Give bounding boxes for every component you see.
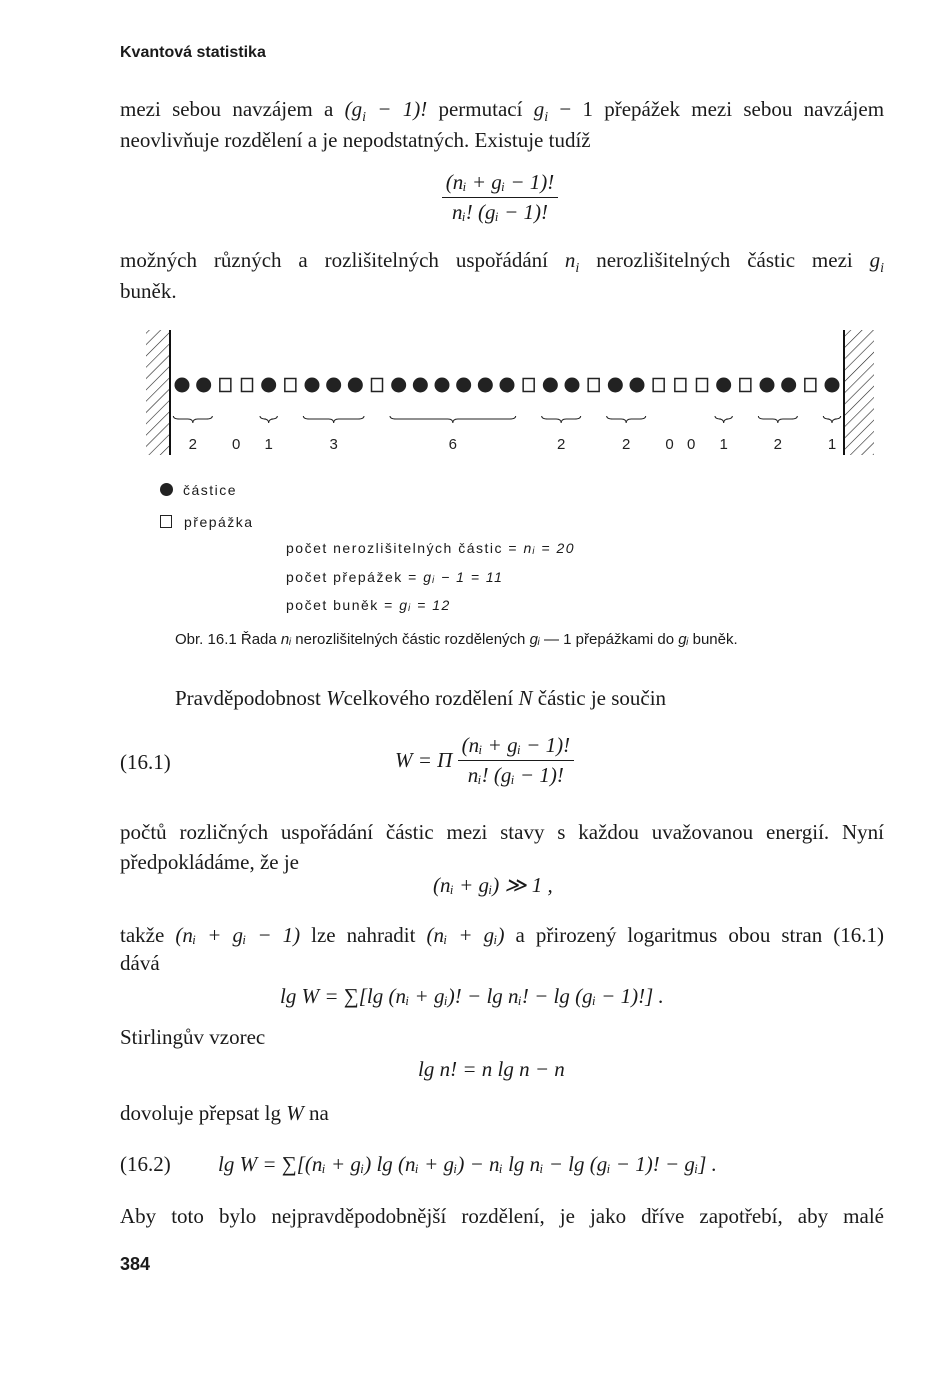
- partition-box: [805, 379, 816, 392]
- cell-count-label: 2: [556, 436, 566, 453]
- equation-16-2: lg W = ∑[(nᵢ + gᵢ) lg (nᵢ + gᵢ) − nᵢ lg nᵢ − lg (gᵢ − 1)! − gᵢ] .: [218, 1152, 717, 1176]
- paragraph-3: Pravděpodobnost Wcelkového rozdělení N částic je součin: [175, 686, 667, 710]
- partition-box: [740, 379, 751, 392]
- math-inline: $(g_i - 1)$!: [344, 97, 428, 126]
- cell-count-label: 1: [719, 436, 728, 453]
- partition-box: [372, 379, 383, 392]
- fraction-arrangements: $\frac{\text{(nᵢ + gᵢ − 1)!}}{\text{nᵢ! (gᵢ − 1)!}}$: [420, 170, 580, 225]
- equation-lg-w: lg W = ∑[lg (nᵢ + gᵢ)! − lg nᵢ! − lg (gᵢ − 1)!] .: [280, 984, 664, 1008]
- cell-brace: [390, 416, 516, 423]
- cell-count-label: 6: [448, 436, 458, 453]
- paragraph-7: dovoluje přepsat lg W na: [120, 1101, 329, 1125]
- equation-stirling: lg n! = n lg n − n: [418, 1057, 565, 1081]
- cell-count-label: 3: [329, 436, 338, 453]
- paragraph-1-line-2: neovlivňuje rozdělení a je nepodstatných. Existuje tudíž: [120, 128, 591, 152]
- particle-dot: [196, 378, 211, 393]
- partition-box: [697, 379, 708, 392]
- cell-counts: [189, 436, 837, 453]
- particle-dot: [348, 378, 363, 393]
- stat-particles: počet nerozlišitelných částic = nᵢ = 20: [286, 540, 576, 556]
- partition-box: [285, 379, 296, 392]
- cell-count-label: 0: [686, 436, 696, 453]
- equation-16-2-label: (16.2): [120, 1152, 171, 1176]
- stat-partitions: počet přepážek = gᵢ − 1 = 11: [286, 569, 504, 585]
- inequality: (nᵢ + gᵢ) ≫ 1 ,: [433, 873, 553, 897]
- cell-count-label: 2: [773, 436, 783, 453]
- paragraph-2: možných různých a rozlišitelných uspořádání $n_i$ nerozlišitelných částic mezi $g_i$: [120, 248, 885, 277]
- cell-brace: [303, 416, 364, 423]
- cell-count-label: 1: [264, 436, 273, 453]
- particle-icon: [160, 483, 173, 496]
- particle-dot: [175, 378, 190, 393]
- partition-box: [242, 379, 253, 392]
- equation-16-1-label: (16.1): [120, 750, 171, 774]
- paragraph-1: mezi sebou navzájem a $(g_i - 1)$! permutací $g_i - 1$ přepážek mezi sebou navzájem: [120, 97, 885, 126]
- cell-brace: [542, 416, 581, 423]
- particle-dot: [326, 378, 341, 393]
- paragraph-5: takže (nᵢ + gᵢ − 1) lze nahradit (nᵢ + gᵢ) a přirozený logaritmus obou stran (16.1): [120, 923, 884, 947]
- cell-count-label: 0: [231, 436, 241, 453]
- particle-dot: [435, 378, 450, 393]
- particle-dot: [760, 378, 775, 393]
- particle-dot: [391, 378, 406, 393]
- particle-dot: [630, 378, 645, 393]
- particle-dot: [478, 378, 493, 393]
- page-number: 384: [120, 1254, 151, 1274]
- particle-dot: [543, 378, 558, 393]
- paragraph-5-line-2: dává: [120, 951, 160, 975]
- legend-particle: částice: [160, 482, 237, 498]
- particle-dot: [716, 378, 731, 393]
- particle-dot: [456, 378, 471, 393]
- cell-brace: [607, 416, 646, 423]
- particle-dot: [413, 378, 428, 393]
- partition-box: [523, 379, 534, 392]
- particle-dot: [825, 378, 840, 393]
- figure-caption: Obr. 16.1 Řada nᵢ nerozlišitelných částic rozdělených gᵢ — 1 přepážkami do gᵢ buněk.: [175, 631, 738, 648]
- partition-box: [675, 379, 686, 392]
- cell-count-label: 2: [621, 436, 631, 453]
- partition-box: [653, 379, 664, 392]
- cell-brace: [173, 416, 212, 423]
- particle-dot: [500, 378, 515, 393]
- cell-brace: [823, 416, 840, 423]
- cell-brace: [758, 416, 797, 423]
- particle-dot: [608, 378, 623, 393]
- running-header: Kvantová statistika: [120, 44, 266, 61]
- cell-brace: [260, 416, 277, 423]
- right-wall: [844, 330, 874, 455]
- partition-icon: [160, 515, 172, 528]
- cell-count-label: 1: [827, 436, 837, 453]
- partition-box: [220, 379, 231, 392]
- legend-partition: přepážka: [160, 514, 254, 530]
- particle-dot: [565, 378, 580, 393]
- particle-partition-row: [175, 378, 840, 393]
- particle-dot: [781, 378, 796, 393]
- equation-16-1: W = Π $\frac{\text{(nᵢ + gᵢ − 1)!}}{\text{nᵢ! (gᵢ − 1)!}}$: [395, 733, 574, 788]
- cell-braces: [173, 416, 840, 423]
- particle-dot: [261, 378, 276, 393]
- cell-brace: [715, 416, 732, 423]
- paragraph-8: Aby toto bylo nejpravděpodobnější rozdělení, je jako dříve zapotřebí, aby malé: [120, 1204, 884, 1228]
- figure-particle-row: [120, 325, 880, 465]
- cell-count-label: 2: [188, 436, 198, 453]
- stat-cells: počet buněk = gᵢ = 12: [286, 597, 451, 613]
- left-wall: [146, 330, 170, 455]
- partition-box: [588, 379, 599, 392]
- paragraph-6: Stirlingův vzorec: [120, 1025, 266, 1049]
- particle-dot: [305, 378, 320, 393]
- paragraph-4-line-2: předpokládáme, že je: [120, 850, 299, 874]
- cell-count-label: 0: [665, 436, 674, 453]
- paragraph-4: počtů rozličných uspořádání částic mezi stavy s každou uvažovanou energií. Nyní: [120, 820, 884, 844]
- paragraph-2-line-2: buněk.: [120, 279, 177, 303]
